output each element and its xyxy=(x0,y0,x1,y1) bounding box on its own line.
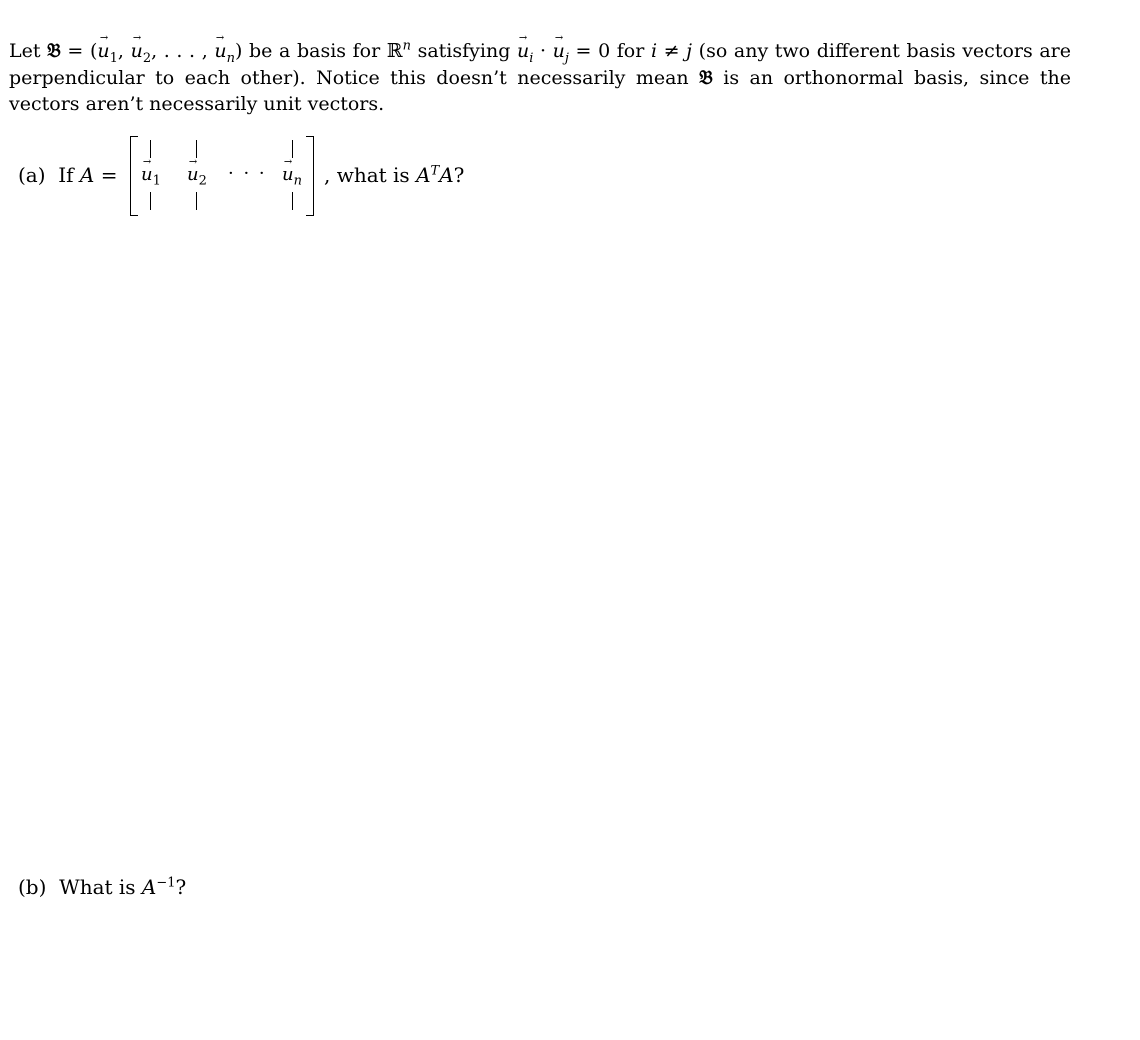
column-bar xyxy=(150,192,151,210)
part-a-if: If xyxy=(58,163,80,187)
equals-sign: = xyxy=(94,163,118,187)
transpose-superscript: T xyxy=(430,163,440,179)
matrix-name-a-2: A xyxy=(416,163,431,187)
matrix-name-b: A xyxy=(141,875,157,899)
neq-symbol: ≠ xyxy=(657,40,687,62)
ellipsis: , . . . , xyxy=(151,40,215,62)
exponent-n: n xyxy=(402,38,411,54)
inverse-superscript: −1 xyxy=(156,875,176,891)
basis-symbol-2: 𝔅 xyxy=(699,66,713,89)
part-a-question xyxy=(18,163,118,187)
column-un xyxy=(282,163,302,187)
vector-un: → u xyxy=(214,38,226,65)
basis-symbol: 𝔅 xyxy=(47,40,61,62)
intro-text-4: satisfying xyxy=(410,40,517,62)
column-u2 xyxy=(187,163,207,187)
column-bar xyxy=(196,192,197,210)
vector-uj: → u xyxy=(553,38,565,65)
subscript-j: j xyxy=(564,50,569,66)
intro-text-2: = ( xyxy=(60,40,98,62)
vector-u2: → u xyxy=(131,38,143,65)
comma: , xyxy=(117,40,131,62)
subscript-n: n xyxy=(226,50,235,66)
part-a-what-is: , what is xyxy=(324,163,417,187)
matrix-u1: → u xyxy=(141,163,153,187)
matrix-sub-n: n xyxy=(293,173,302,189)
part-b-what-is: What is xyxy=(59,875,142,899)
part-a-tail xyxy=(324,163,464,187)
column-bar xyxy=(292,192,293,210)
problem-statement xyxy=(9,38,1071,118)
right-bracket xyxy=(306,136,314,216)
intro-text-5: = 0 for xyxy=(568,40,651,62)
intro-text-1: Let xyxy=(9,40,48,62)
part-b-question xyxy=(18,875,186,899)
matrix-dots: · · · xyxy=(228,163,267,184)
var-j: j xyxy=(686,40,693,62)
matrix-sub-2: 2 xyxy=(198,173,207,189)
part-a-label: (a) xyxy=(18,163,46,187)
intro-text-3: ) be a basis for xyxy=(234,40,387,62)
matrix-un: → u xyxy=(282,163,294,187)
subscript-i: i xyxy=(529,50,534,66)
reals-symbol: ℝ xyxy=(386,40,403,62)
column-u1 xyxy=(141,163,161,187)
matrix-u2: → u xyxy=(187,163,199,187)
var-i: i xyxy=(650,40,658,62)
matrix-a xyxy=(130,136,314,216)
matrix-name-a: A xyxy=(79,163,95,187)
dot-operator: · xyxy=(533,40,553,62)
intro-text-7: is an orthonormal basis, since the vectors aren’t necessarily unit vectors. xyxy=(9,66,1071,115)
vector-ui: → u xyxy=(517,38,529,65)
part-b-label: (b) xyxy=(18,875,47,899)
left-bracket xyxy=(130,136,138,216)
subscript-2: 2 xyxy=(142,50,152,66)
matrix-name-a-3: A xyxy=(439,163,454,187)
question-mark: ? xyxy=(453,163,465,187)
intro-text-6: (so any two different basis vectors are perpendicular to each other). Notice this doesn’t necessarily mean xyxy=(9,40,1071,89)
subscript-1: 1 xyxy=(109,50,118,66)
vector-u1: → u xyxy=(97,38,109,65)
question-mark-b: ? xyxy=(175,875,187,899)
matrix-sub-1: 1 xyxy=(152,173,161,189)
